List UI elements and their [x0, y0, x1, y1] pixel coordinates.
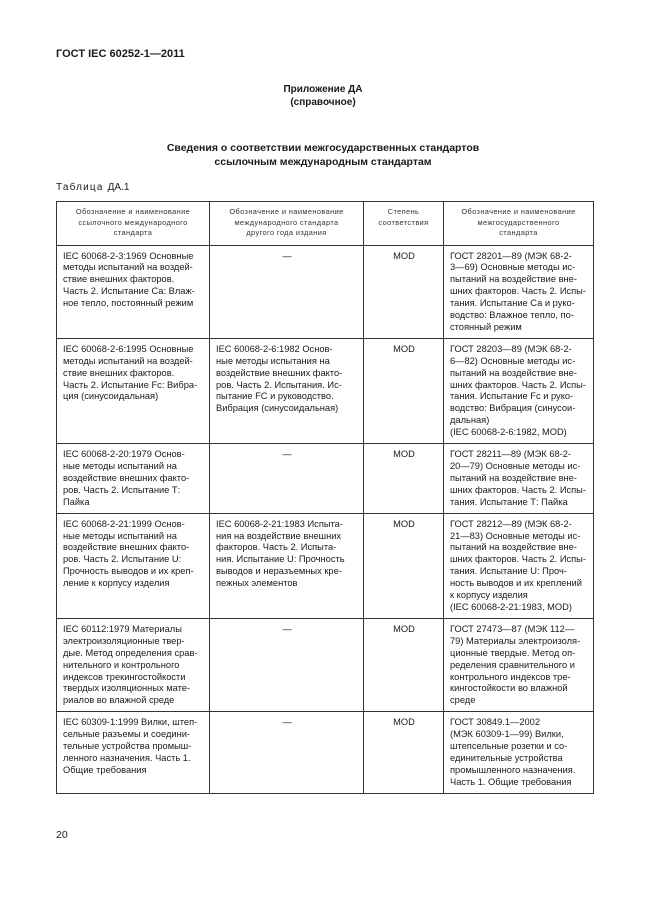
document-code: ГОСТ IEC 60252-1—2011	[56, 48, 185, 60]
cell-other-edition: —	[210, 444, 364, 514]
cell-degree: MOD	[364, 513, 444, 618]
annex-subtitle: (справочное)	[290, 97, 356, 108]
cell-interstate: ГОСТ 30849.1—2002 (МЭК 60309-1—99) Вилки, штепсельные розетки и со- единительные устройства промышленного назначения. Часть 1. Общие требования	[444, 712, 594, 793]
table-row	[57, 513, 594, 618]
header-other-edition: Обозначение и наименование международного стандарта другого года издания	[210, 202, 364, 246]
cell-ref-standard: IEC 60309-1:1999 Вилки, штеп- сельные разъемы и соедини- тельные устройства промыш- ленного назначения. Часть 1. Общие требования	[57, 712, 210, 793]
standards-table	[56, 201, 594, 794]
cell-other-edition: —	[210, 712, 364, 793]
header-degree: Степень соответствия	[364, 202, 444, 246]
annex-heading	[0, 83, 646, 109]
table-row	[57, 338, 594, 443]
table-row	[57, 444, 594, 514]
table-label-word: Таблица	[56, 182, 104, 193]
cell-other-edition: IEC 60068-2-21:1983 Испыта- ния на воздействие внешних факторов. Часть 2. Испыта- ния. Испытание U: Прочность выводов и неразъемных кре- пежных элементов	[210, 513, 364, 618]
table-row	[57, 245, 594, 338]
section-title-line: Сведения о соответствии межгосударственных стандартов	[166, 142, 480, 154]
table-row	[57, 712, 594, 793]
cell-interstate: ГОСТ 28201—89 (МЭК 68-2- 3—69) Основные методы ис- пытаний на воздействие вне- шних факторов. Часть 2. Испы- тания. Испытание Са и руко- водство: Влажное тепло, по- стоянный режим	[444, 245, 594, 338]
cell-degree: MOD	[364, 338, 444, 443]
cell-interstate: ГОСТ 28212—89 (МЭК 68-2- 21—83) Основные методы ис- пытаний на воздействие вне- шних факторов. Часть 2. Испы- тания. Испытание U: Проч- ность выводов и их креплений к корпусу изделия (IEC 60068-2-21:1983, MOD)	[444, 513, 594, 618]
cell-interstate: ГОСТ 28211—89 (МЭК 68-2- 20—79) Основные методы ис- пытаний на воздействие вне- шних факторов. Часть 2. Испы- тания. Испытание Т: Пайка	[444, 444, 594, 514]
cell-interstate: ГОСТ 27473—87 (МЭК 112— 79) Материалы электроизоля- ционные твердые. Метод оп- ределения сравнительного и контрольного индексов тре- кингостойкости во влажной среде	[444, 618, 594, 711]
cell-ref-standard: IEC 60068-2-3:1969 Основные методы испытаний на воздей- ствие внешних факторов. Часть 2. Испытание Са: Влаж- ное тепло, постоянный режим	[57, 245, 210, 338]
table-row	[57, 618, 594, 711]
table-label	[56, 182, 129, 193]
cell-degree: MOD	[364, 444, 444, 514]
table-header-row	[57, 202, 594, 246]
table-label-number: ДА.1	[107, 182, 130, 193]
cell-degree: MOD	[364, 618, 444, 711]
annex-title: Приложение ДА	[283, 84, 363, 95]
section-title	[0, 141, 646, 169]
cell-ref-standard: IEC 60068-2-21:1999 Основ- ные методы испытаний на воздействие внешних факто- ров. Часть 2. Испытание U: Прочность выводов и их креп- ление к корпусу изделия	[57, 513, 210, 618]
cell-ref-standard: IEC 60068-2-6:1995 Основные методы испытаний на воздей- ствие внешних факторов. Часть 2. Испытание Fc: Вибра- ция (синусоидальная)	[57, 338, 210, 443]
cell-degree: MOD	[364, 712, 444, 793]
cell-ref-standard: IEC 60068-2-20:1979 Основ- ные методы испытаний на воздействие внешних факто- ров. Часть 2. Испытание Т: Пайка	[57, 444, 210, 514]
cell-degree: MOD	[364, 245, 444, 338]
section-title-line: ссылочным международным стандартам	[214, 156, 432, 168]
header-interstate: Обозначение и наименование межгосударственного стандарта	[444, 202, 594, 246]
cell-other-edition: —	[210, 245, 364, 338]
header-ref-standard: Обозначение и наименование ссылочного международного стандарта	[57, 202, 210, 246]
cell-interstate: ГОСТ 28203—89 (МЭК 68-2- 6—82) Основные методы ис- пытаний на воздействие вне- шних факторов. Часть 2. Испы- тания. Испытание Fc и руко- водство: Вибрация (синусои- дальная) (IEC 60068-2-6:1982, MOD)	[444, 338, 594, 443]
cell-ref-standard: IEC 60112:1979 Материалы электроизоляционные твер- дые. Метод определения срав- нительного и контрольного индексов трекингостойкости твердых изоляционных мате- риалов во влажной среде	[57, 618, 210, 711]
page-number: 20	[56, 829, 68, 841]
cell-other-edition: —	[210, 618, 364, 711]
cell-other-edition: IEC 60068-2-6:1982 Основ- ные методы испытания на воздействие внешних факто- ров. Часть 2. Испытания. Ис- пытание FC и руководство. Вибрация (синусоидальная)	[210, 338, 364, 443]
